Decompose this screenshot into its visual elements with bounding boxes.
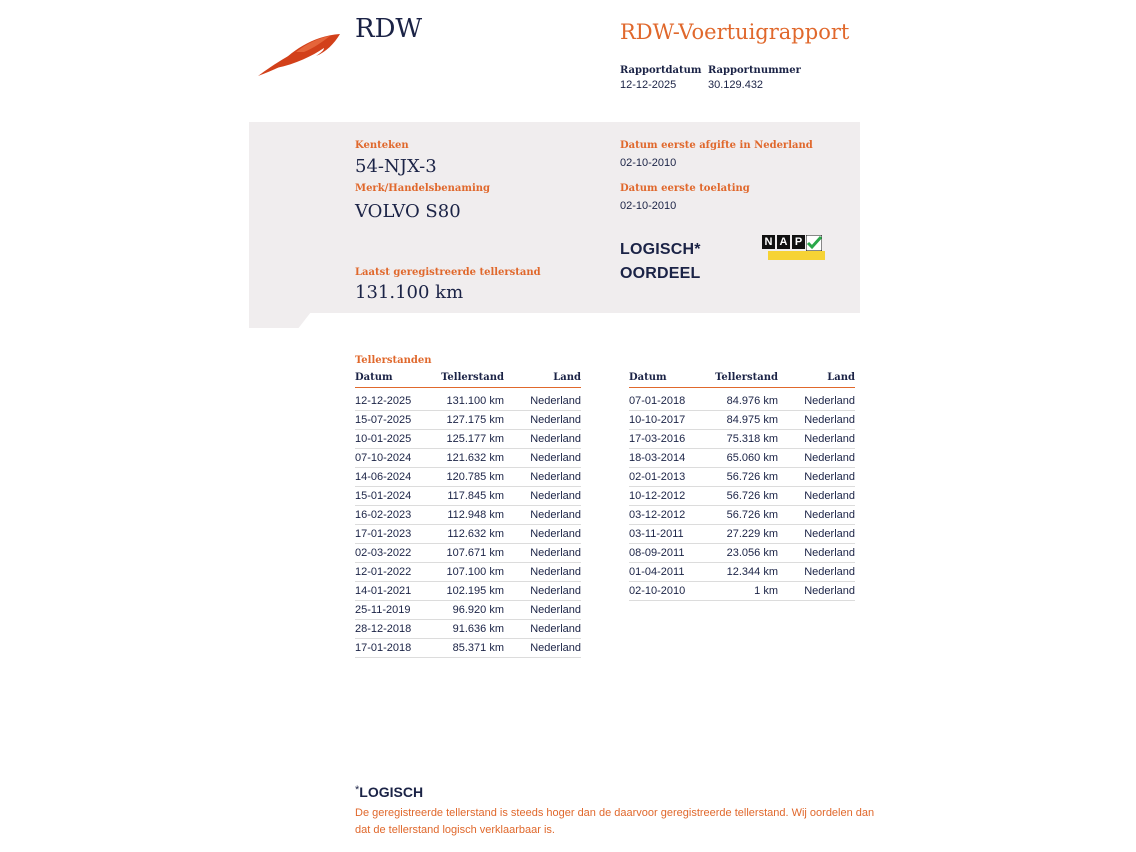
reading-date: 02-03-2022 (355, 547, 412, 559)
make-label: Merk/Handelsbenaming (355, 183, 491, 194)
nap-logo-bar (768, 251, 825, 260)
reading-country: Nederland (530, 528, 581, 540)
table-row (355, 525, 581, 544)
table-row (629, 468, 855, 487)
footnote-asterisk: * (355, 784, 360, 796)
reading-odometer: 107.671 km (446, 547, 504, 559)
footnote-text: De geregistreerde tellerstand is steeds hoger dan de daarvoor geregistreerde tellerstand. Wij oordelen dan dat de tellerstand logisch verklaarbaar is. (355, 807, 875, 836)
reading-odometer: 91.636 km (452, 623, 504, 635)
first-admission-value: 02-10-2010 (620, 200, 677, 212)
reading-date: 17-03-2016 (629, 433, 686, 445)
table-body (355, 392, 581, 658)
table-row (355, 620, 581, 639)
table-row (355, 639, 581, 658)
reading-date: 03-12-2012 (629, 509, 686, 521)
reading-country: Nederland (530, 623, 581, 635)
report-title: RDW-Voertuigrapport (620, 20, 850, 44)
reading-odometer: 12.344 km (726, 566, 778, 578)
reading-country: Nederland (530, 509, 581, 521)
reading-date: 07-10-2024 (355, 452, 412, 464)
reading-date: 14-01-2021 (355, 585, 412, 597)
reading-date: 12-01-2022 (355, 566, 412, 578)
panel-tab-decoration (249, 312, 311, 328)
reading-country: Nederland (530, 642, 581, 654)
reading-date: 15-01-2024 (355, 490, 412, 502)
reading-odometer: 125.177 km (446, 433, 504, 445)
reading-country: Nederland (530, 471, 581, 483)
reading-country: Nederland (804, 433, 855, 445)
reading-odometer: 120.785 km (446, 471, 504, 483)
reading-odometer: 85.371 km (452, 642, 504, 654)
table-row (629, 487, 855, 506)
table-row (355, 601, 581, 620)
header-date: Datum (355, 372, 393, 383)
table-body (629, 392, 855, 601)
footnote-title (355, 784, 423, 800)
reading-country: Nederland (530, 414, 581, 426)
reading-date: 25-11-2019 (355, 604, 411, 616)
reading-country: Nederland (804, 395, 855, 407)
table-header (355, 372, 581, 388)
table-row (355, 563, 581, 582)
reading-odometer: 65.060 km (726, 452, 778, 464)
reading-odometer: 1 km (754, 585, 778, 597)
plate-label: Kenteken (355, 140, 409, 151)
reading-odometer: 84.976 km (726, 395, 778, 407)
reading-date: 17-01-2023 (355, 528, 412, 540)
reading-odometer: 102.195 km (446, 585, 504, 597)
reading-date: 10-01-2025 (355, 433, 412, 445)
table-row (629, 411, 855, 430)
header-odometer: Tellerstand (441, 372, 504, 383)
reading-odometer: 96.920 km (452, 604, 504, 616)
table-row (355, 582, 581, 601)
odometer-verdict (620, 238, 701, 286)
make-value: VOLVO S80 (355, 201, 461, 222)
table-row (355, 430, 581, 449)
table-row (629, 449, 855, 468)
odometer-value: 131.100 km (355, 282, 464, 303)
report-number: 30.129.432 (708, 79, 764, 91)
table-row (355, 392, 581, 411)
reading-date: 28-12-2018 (355, 623, 412, 635)
reading-date: 08-09-2011 (629, 547, 685, 559)
first-nl-label: Datum eerste afgifte in Nederland (620, 140, 813, 151)
reading-odometer: 56.726 km (726, 490, 778, 502)
reading-odometer: 27.229 km (726, 528, 778, 540)
reading-country: Nederland (804, 414, 855, 426)
reading-country: Nederland (530, 490, 581, 502)
reading-odometer: 131.100 km (446, 395, 504, 407)
report-date-label: Rapportdatum (620, 65, 702, 76)
table-row (355, 449, 581, 468)
reading-date: 12-12-2025 (355, 395, 412, 407)
table-row (355, 487, 581, 506)
reading-country: Nederland (530, 585, 581, 597)
reading-country: Nederland (804, 471, 855, 483)
reading-country: Nederland (530, 547, 581, 559)
table-row (629, 430, 855, 449)
table-row (629, 544, 855, 563)
reading-odometer: 107.100 km (446, 566, 504, 578)
brand-name: RDW (355, 14, 423, 44)
table-row (355, 468, 581, 487)
reading-country: Nederland (804, 585, 855, 597)
reading-country: Nederland (804, 566, 855, 578)
reading-country: Nederland (804, 509, 855, 521)
header-date: Datum (629, 372, 667, 383)
table-row (629, 392, 855, 411)
table-row (629, 563, 855, 582)
table-row (355, 506, 581, 525)
readings-table-right (629, 372, 855, 601)
first-admission-label: Datum eerste toelating (620, 183, 750, 194)
table-row (629, 525, 855, 544)
reading-country: Nederland (530, 452, 581, 464)
odometer-label: Laatst geregistreerde tellerstand (355, 267, 541, 278)
table-row (355, 411, 581, 430)
reading-odometer: 117.845 km (447, 490, 504, 502)
reading-country: Nederland (530, 433, 581, 445)
reading-date: 03-11-2011 (629, 528, 684, 540)
table-row (629, 506, 855, 525)
nap-logo (762, 235, 826, 261)
header-country: Land (553, 372, 581, 383)
reading-country: Nederland (530, 395, 581, 407)
reading-odometer: 75.318 km (726, 433, 778, 445)
reading-date: 01-04-2011 (629, 566, 685, 578)
reading-odometer: 112.632 km (447, 528, 504, 540)
first-nl-value: 02-10-2010 (620, 157, 677, 169)
reading-country: Nederland (804, 452, 855, 464)
readings-table-left (355, 372, 581, 658)
footnote-title-text: LOGISCH (359, 784, 424, 800)
reading-country: Nederland (804, 490, 855, 502)
reading-date: 02-10-2010 (629, 585, 686, 597)
reading-country: Nederland (804, 547, 855, 559)
reading-odometer: 23.056 km (726, 547, 778, 559)
reading-odometer: 112.948 km (447, 509, 504, 521)
reading-date: 10-10-2017 (629, 414, 686, 426)
header-odometer: Tellerstand (715, 372, 778, 383)
plate-value: 54-NJX-3 (355, 156, 437, 177)
report-date: 12-12-2025 (620, 79, 677, 91)
reading-date: 10-12-2012 (629, 490, 686, 502)
nap-letter: P (792, 235, 805, 249)
verdict-line-2: OORDEEL (620, 265, 701, 282)
reading-country: Nederland (804, 528, 855, 540)
reading-date: 18-03-2014 (629, 452, 686, 464)
reading-country: Nederland (530, 604, 581, 616)
nap-letter: A (777, 235, 790, 249)
table-row (355, 544, 581, 563)
reading-odometer: 84.975 km (726, 414, 778, 426)
nap-letter: N (762, 235, 775, 249)
checkmark-icon (806, 235, 822, 251)
rdw-feather-logo-icon (256, 30, 342, 78)
table-header (629, 372, 855, 388)
reading-odometer: 121.632 km (446, 452, 504, 464)
report-number-label: Rapportnummer (708, 65, 801, 76)
reading-date: 17-01-2018 (355, 642, 412, 654)
reading-odometer: 56.726 km (726, 471, 778, 483)
reading-date: 07-01-2018 (629, 395, 686, 407)
readings-title: Tellerstanden (355, 355, 432, 366)
table-row (629, 582, 855, 601)
reading-odometer: 56.726 km (726, 509, 778, 521)
verdict-line-1: LOGISCH* (620, 241, 701, 258)
reading-date: 16-02-2023 (355, 509, 412, 521)
reading-date: 02-01-2013 (629, 471, 686, 483)
reading-date: 14-06-2024 (355, 471, 412, 483)
reading-date: 15-07-2025 (355, 414, 412, 426)
reading-odometer: 127.175 km (446, 414, 504, 426)
header-country: Land (827, 372, 855, 383)
reading-country: Nederland (530, 566, 581, 578)
